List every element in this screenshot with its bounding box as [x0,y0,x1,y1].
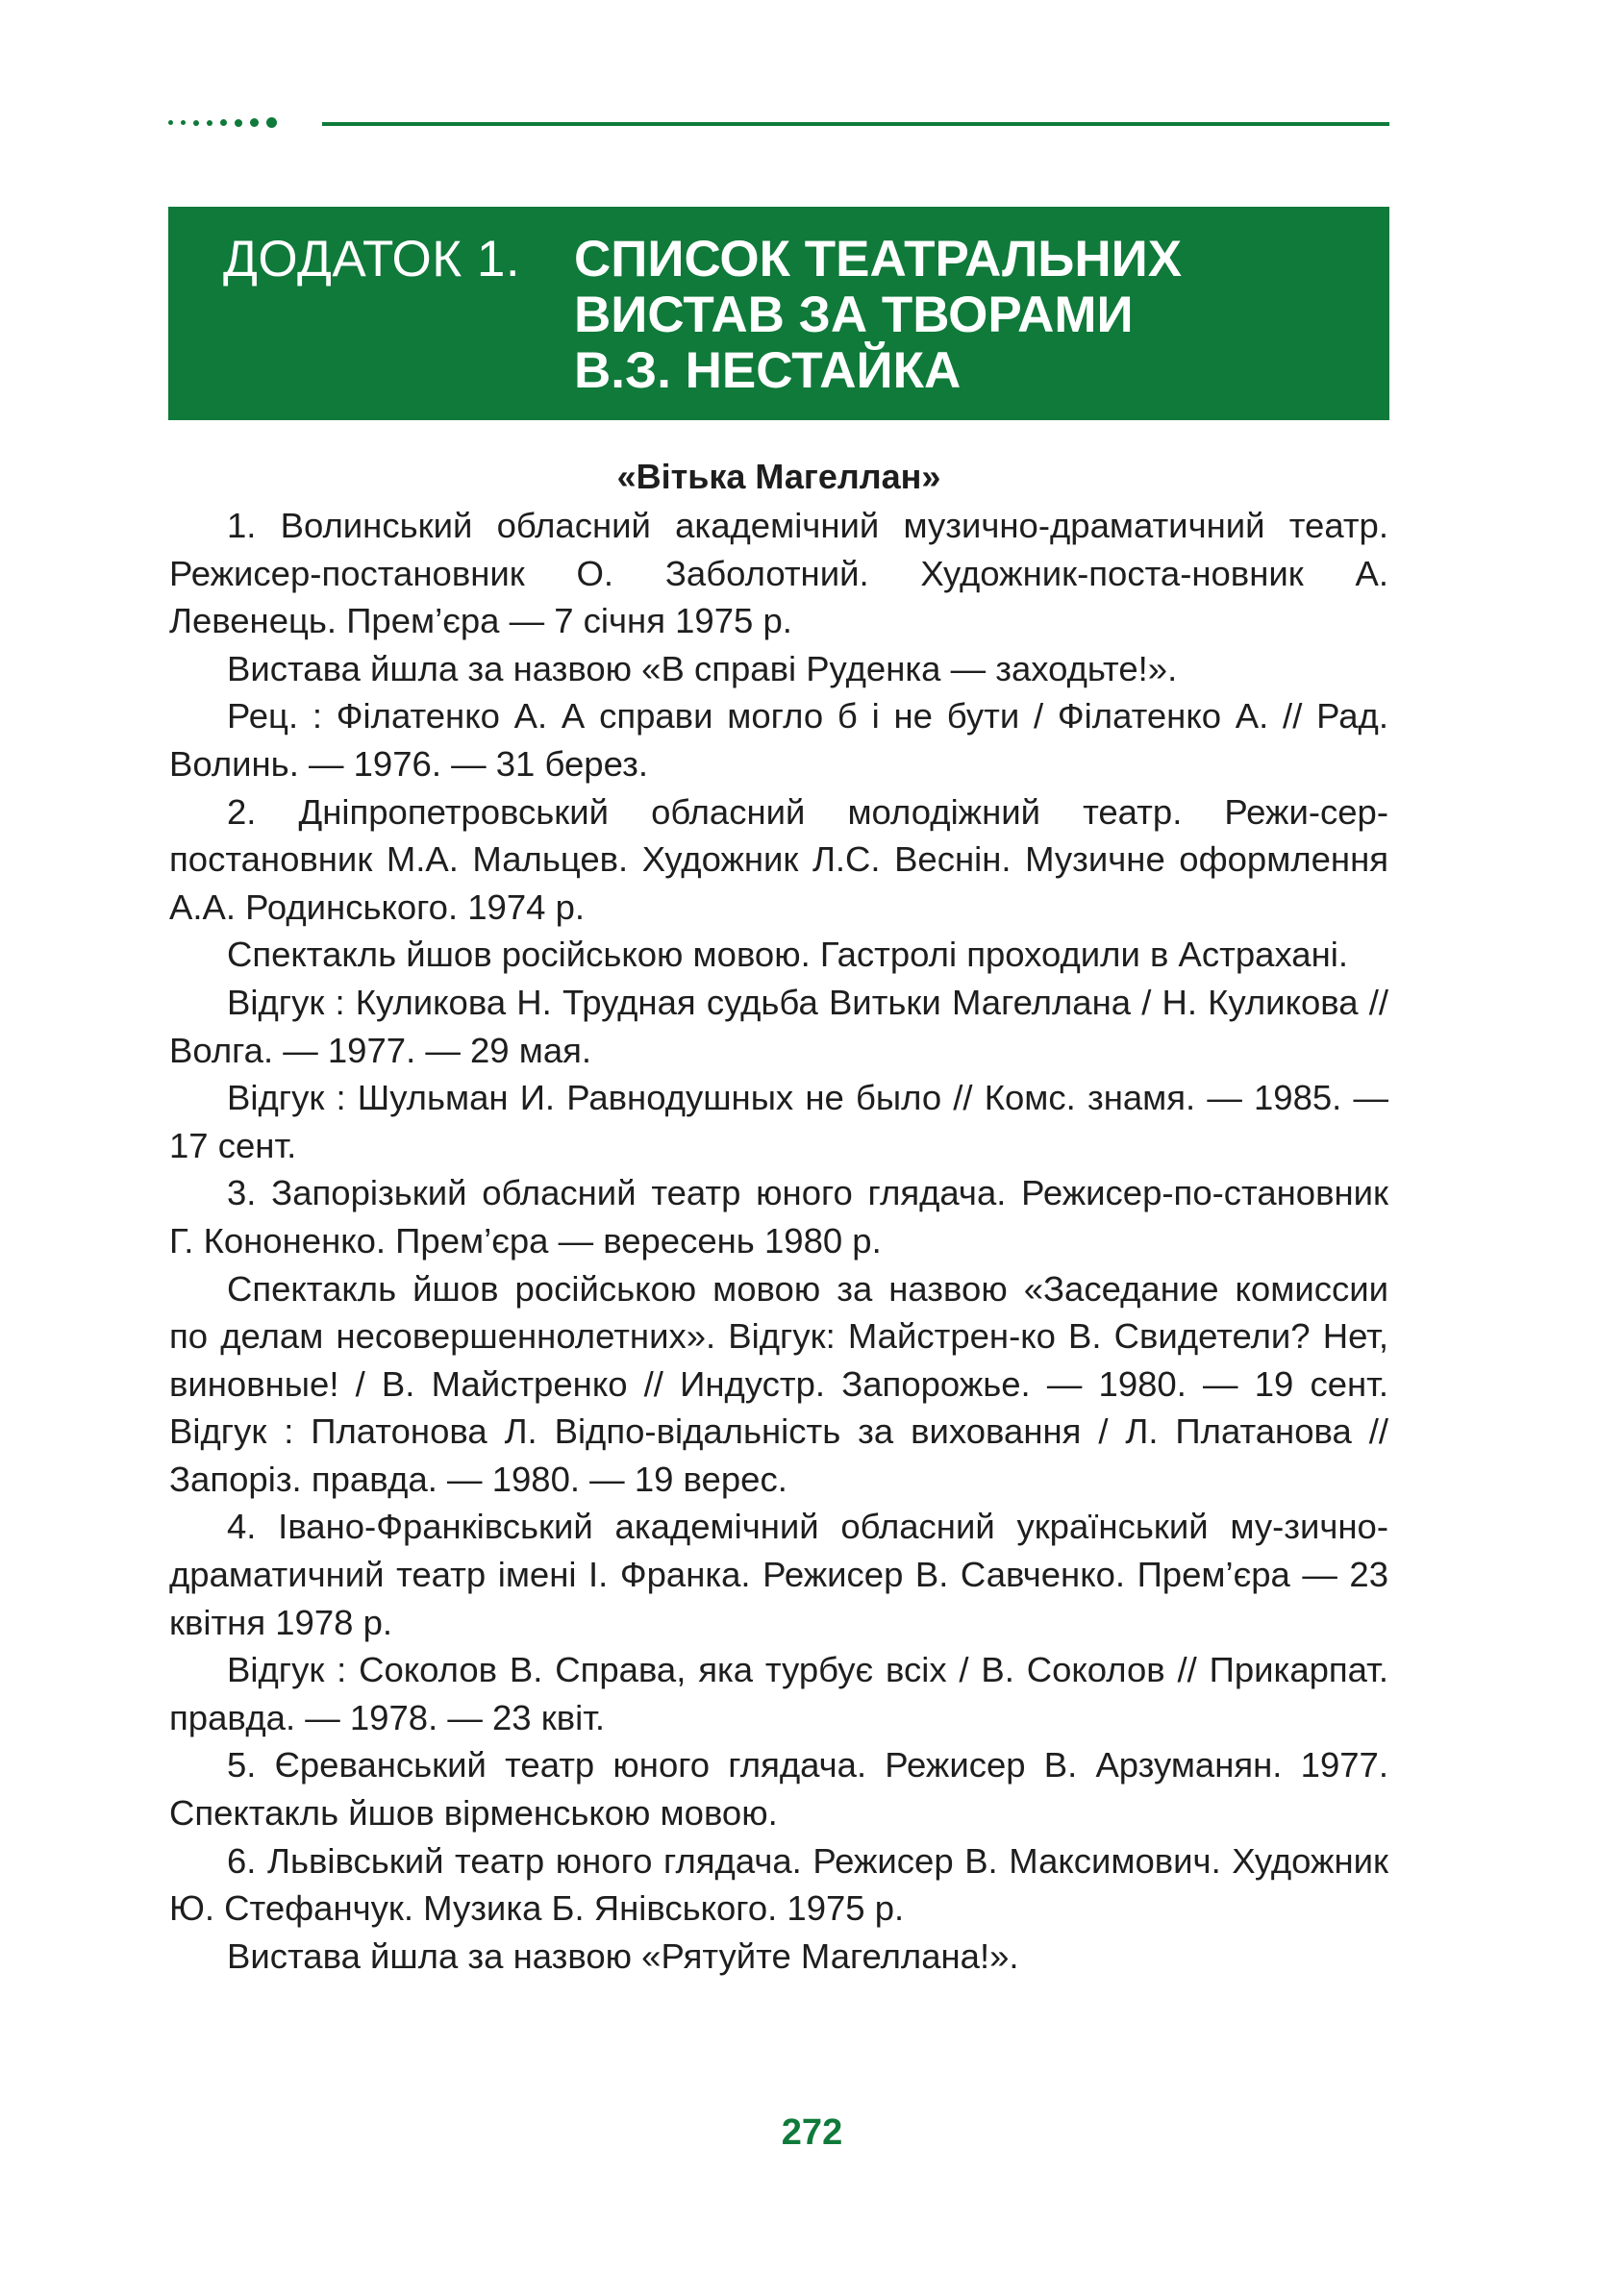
paragraph: 1. Волинський обласний академічний музично-драматичний театр. Режисер-постановник О. Заболотний. Художник-поста-новник А. Левенець. Прем’єра — 7 січня 1975 р. [169,506,1388,641]
header-decorative-rule [168,113,1389,133]
paragraph: 5. Єреванський театр юного глядача. Режисер В. Арзуманян. 1977. Спектакль йшов вірменською мовою. [169,1745,1388,1834]
paragraph: 2. Дніпропетровський обласний молодіжний театр. Режи-сер-постановник М.А. Мальцев. Художник Л.С. Веснін. Музичне оформлення А.А. Родинського. 1974 р. [169,791,1388,927]
dot-icon [220,119,227,126]
paragraph: Відгук : Куликова Н. Трудная судьба Витьки Магеллана / Н. Куликова // Волга. — 1977. — 29 мая. [169,982,1388,1070]
paragraph: 6. Львівський театр юного глядача. Режисер В. Максимович. Художник Ю. Стефанчук. Музика Б. Янівського. 1975 р. [169,1840,1388,1929]
main-content [169,454,1388,1980]
paragraph: Спектакль йшов російською мовою за назвою «Заседание комиссии по делам несовершеннолетних». Відгук: Майстрен-ко В. Свидетели? Нет, виновные! / В. Майстренко // Индустр. Запорожье. — 1980. — 19 сент. Відгук : Платонова Л. Відпо-відальність за виховання / Л. Платанова // Запоріз. правда. — 1980. — 19 верес. [169,1268,1388,1499]
appendix-title-banner [168,207,1389,420]
appendix-prefix: ДОДАТОК 1. [223,231,521,287]
appendix-title-line: СПИСОК ТЕАТРАЛЬНИХ [574,231,1183,287]
dot-icon [168,120,173,125]
appendix-title-line: В.З. НЕСТАЙКА [574,342,962,399]
paragraph: Відгук : Соколов В. Справа, яка турбує всіх / В. Соколов // Прикарпат. правда. — 1978. — 23 квіт. [169,1650,1388,1737]
appendix-title [574,232,1182,399]
paragraph: 3. Запорізький обласний театр юного глядача. Режисер-по-становник Г. Кононенко. Прем’єра — вересень 1980 р. [169,1173,1388,1261]
dot-icon [207,120,212,126]
dot-icon [266,117,277,128]
dot-icon [235,119,242,127]
dot-icon [250,118,259,127]
paragraph: 4. Івано-Франківський академічний обласний український му-зично-драматичний театр імені І. Франка. Режисер В. Савченко. Прем’єра — 23 квітня 1978 р. [169,1507,1388,1642]
paragraph: Спектакль йшов російською мовою. Гастролі проходили в Астрахані. [227,935,1349,975]
decorative-line [322,122,1389,126]
dot-icon [181,120,186,125]
paragraph: Рец. : Філатенко А. А справи могло б і не бути / Філатенко А. // Рад. Волинь. — 1976. — 31 берез. [169,696,1388,784]
paragraph: Вистава йшла за назвою «Рятуйте Магеллана!». [227,1935,1019,1976]
section-title: «Вітька Магеллан» [616,457,941,496]
dot-icon [193,120,199,126]
appendix-title-line: ВИСТАВ ЗА ТВОРАМИ [574,287,1134,343]
paragraph: Вистава йшла за назвою «В справі Руденка — заходьте!». [227,648,1178,688]
paragraph: Відгук : Шульман И. Равнодушных не было // Комс. знамя. — 1985. — 17 сент. [169,1078,1388,1165]
decorative-dots [168,117,285,128]
page-number: 272 [781,2112,843,2153]
